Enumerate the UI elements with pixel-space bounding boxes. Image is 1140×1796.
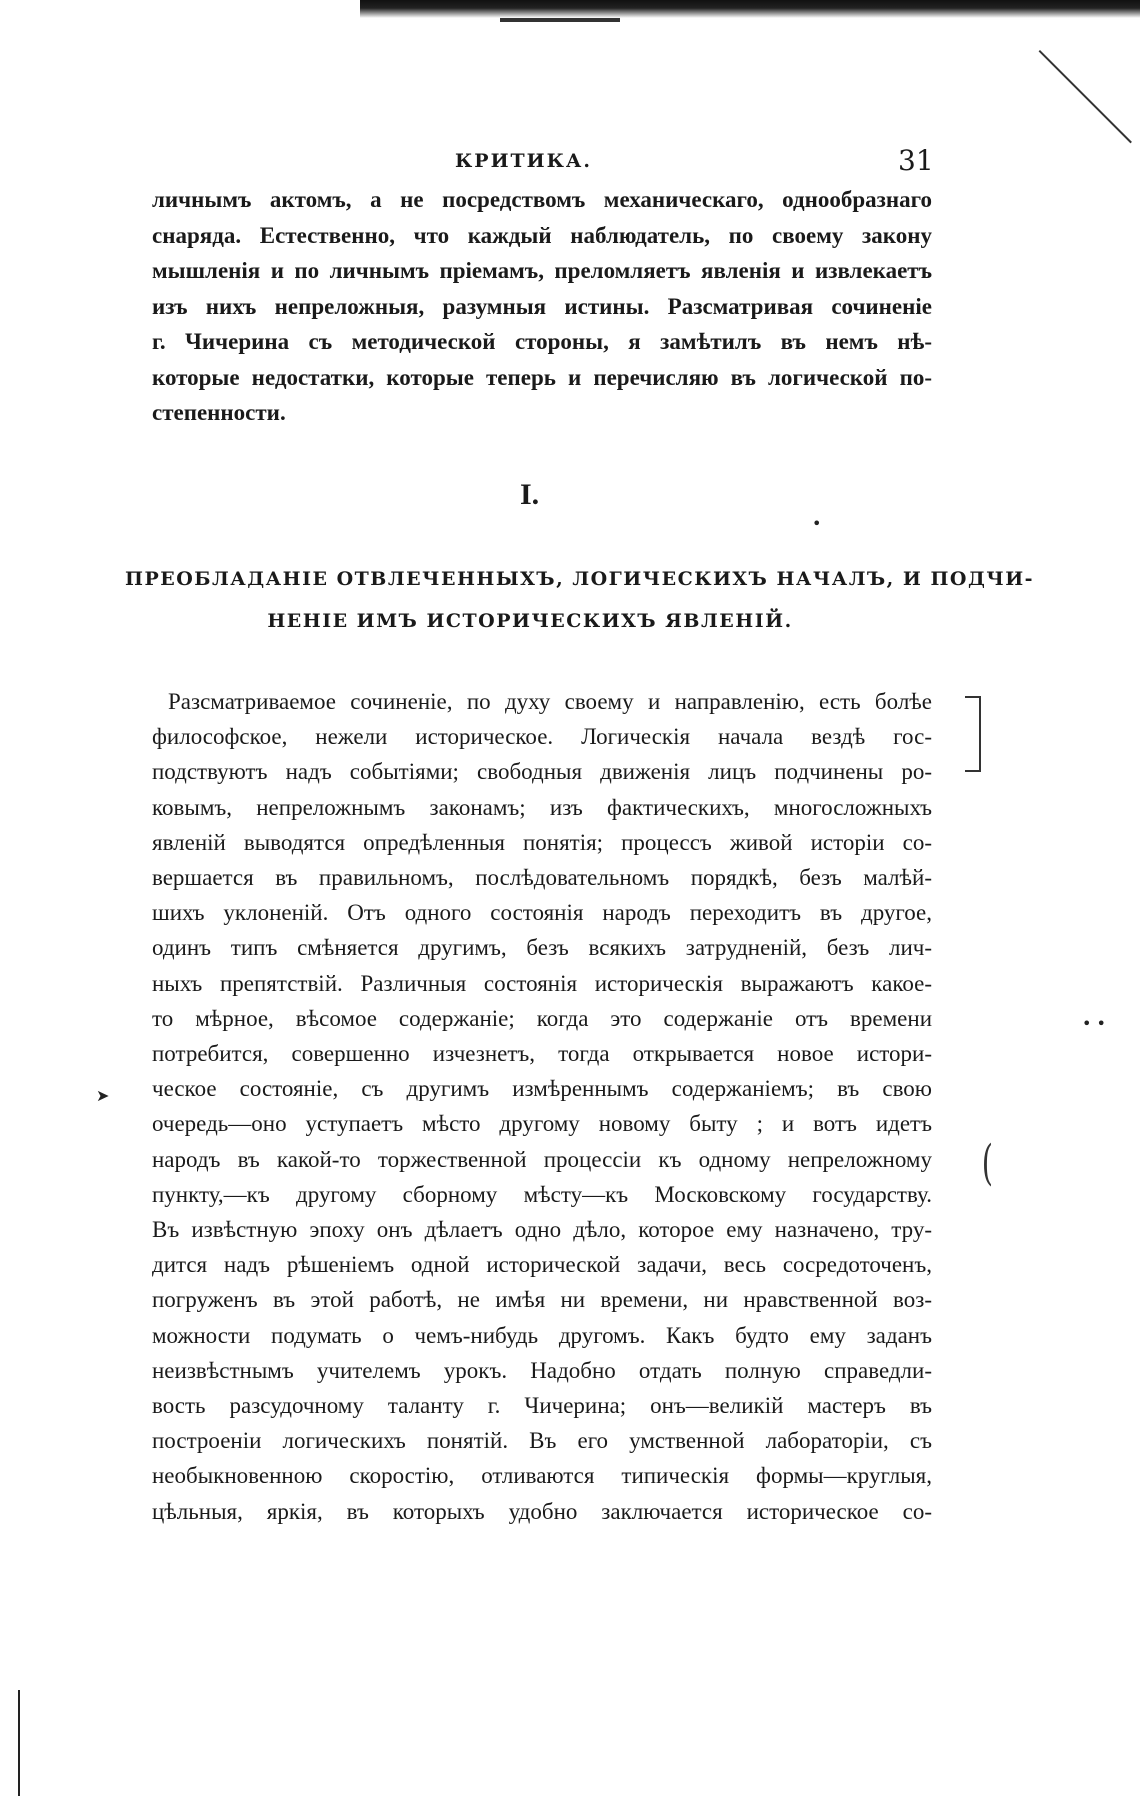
body-line: вершается въ правильномъ, послѣдовательномъ порядкѣ, безъ малѣй- xyxy=(152,865,932,890)
margin-arrow-mark: ➤ xyxy=(96,1086,110,1105)
intro-line: снаряда. Естественно, что каждый наблюдатель, по своему закону xyxy=(152,222,932,248)
running-head xyxy=(0,146,1140,176)
section-title-line-1: ПРЕОБЛАДАНІЕ ОТВЛЕЧЕННЫХЪ, ЛОГИЧЕСКИХЪ НАЧАЛЪ, И ПОДЧИ- xyxy=(125,568,1035,590)
margin-paren-mark: ( xyxy=(981,1135,993,1191)
page-number: 31 xyxy=(898,144,934,177)
intro-line: которые недостатки, которые теперь и перечисляю въ логической по- xyxy=(152,364,932,390)
section-title-line-2: НЕНІЕ ИМЪ ИСТОРИЧЕСКИХЪ ЯВЛЕНІЙ. xyxy=(267,610,793,632)
body-line: подствуютъ надъ событіями; свободныя движенія лицъ подчинены ро- xyxy=(152,759,932,785)
body-line: очередь—оно уступаетъ мѣсто другому новому быту ; и вотъ идетъ xyxy=(152,1111,932,1137)
body-line: пункту,—къ другому сборному мѣсту—къ Московскому государству. xyxy=(152,1181,932,1207)
body-line: дится надъ рѣшеніемъ одной исторической задачи, весь сосредоточенъ, xyxy=(152,1252,932,1278)
body-line: народъ въ какой-то торжественной процессіи къ одному непреложному xyxy=(152,1146,932,1172)
body-line: то мѣрное, вѣсомое содержаніе; когда это содержаніе отъ времени xyxy=(152,1005,932,1031)
body-line: философское, нежели историческое. Логическія начала вездѣ гос- xyxy=(152,724,932,750)
body-line: ческое состояніе, съ другимъ измѣреннымъ содержаніемъ; въ свою xyxy=(152,1076,932,1102)
intro-line: г. Чичерина съ методической стороны, я замѣтилъ въ немъ нѣ- xyxy=(152,329,932,354)
page-corner-fold-line xyxy=(1039,50,1132,143)
body-line: погруженъ въ этой работѣ, не имѣя ни времени, ни нравственной воз- xyxy=(152,1287,932,1313)
scan-edge-mark xyxy=(500,18,620,22)
section-number: I. xyxy=(520,478,540,511)
body-line: Разсматриваемое сочиненіе, по духу своему и направленію, есть болѣе xyxy=(168,689,932,714)
body-line: ковымъ, непреложнымъ законамъ; изъ фактическихъ, многосложныхъ xyxy=(152,794,932,820)
scan-edge-shadow xyxy=(360,0,1140,18)
body-line: построеніи логическихъ понятій. Въ его умственной лабораторіи, съ xyxy=(152,1428,932,1454)
body-line: потребится, совершенно изчезнетъ, тогда открывается новое истори- xyxy=(152,1041,932,1066)
intro-line: мышленія и по личнымъ пріемамъ, преломляетъ явленія и извлекаетъ xyxy=(152,258,932,283)
intro-line: степенности. xyxy=(152,400,286,425)
margin-dot-mark: • • xyxy=(1082,1014,1106,1033)
body-line: необыкновенною скоростію, отливаются типическія формы—круглыя, xyxy=(152,1463,932,1489)
stray-dot-mark: • xyxy=(812,514,822,533)
margin-bracket-mark xyxy=(965,696,981,772)
body-line: вость разсудочному таланту г. Чичерина; онъ—великій мастеръ въ xyxy=(152,1393,932,1418)
body-line: шихъ уклоненій. Отъ одного состоянія народъ переходитъ въ другое, xyxy=(152,900,932,926)
intro-line: личнымъ актомъ, а не посредствомъ механическаго, однообразнаго xyxy=(152,187,932,212)
intro-line: изъ нихъ непреложныя, разумныя истины. Разсматривая сочиненіе xyxy=(152,293,932,319)
body-line: можности подумать о чемъ-нибудь другомъ. Какъ будто ему заданъ xyxy=(152,1322,932,1348)
body-line: явленій выводятся опредѣленныя понятія; процессъ живой исторіи со- xyxy=(152,829,932,855)
body-line: Въ извѣстную эпоху онъ дѣлаетъ одно дѣло, которое ему назначено, тру- xyxy=(152,1217,932,1242)
body-line: одинъ типъ смѣняется другимъ, безъ всякихъ затрудненій, безъ лич- xyxy=(152,935,932,961)
body-line: ныхъ препятствій. Различныя состоянія историческія выражаютъ какое- xyxy=(152,970,932,996)
body-line: цѣльныя, яркія, въ которыхъ удобно заключается историческое со- xyxy=(152,1498,932,1524)
running-title: КРИТИКА. xyxy=(455,150,592,172)
left-margin-rule xyxy=(18,1690,20,1796)
body-line: неизвѣстнымъ учителемъ урокъ. Надобно отдать полную справедли- xyxy=(152,1357,932,1383)
